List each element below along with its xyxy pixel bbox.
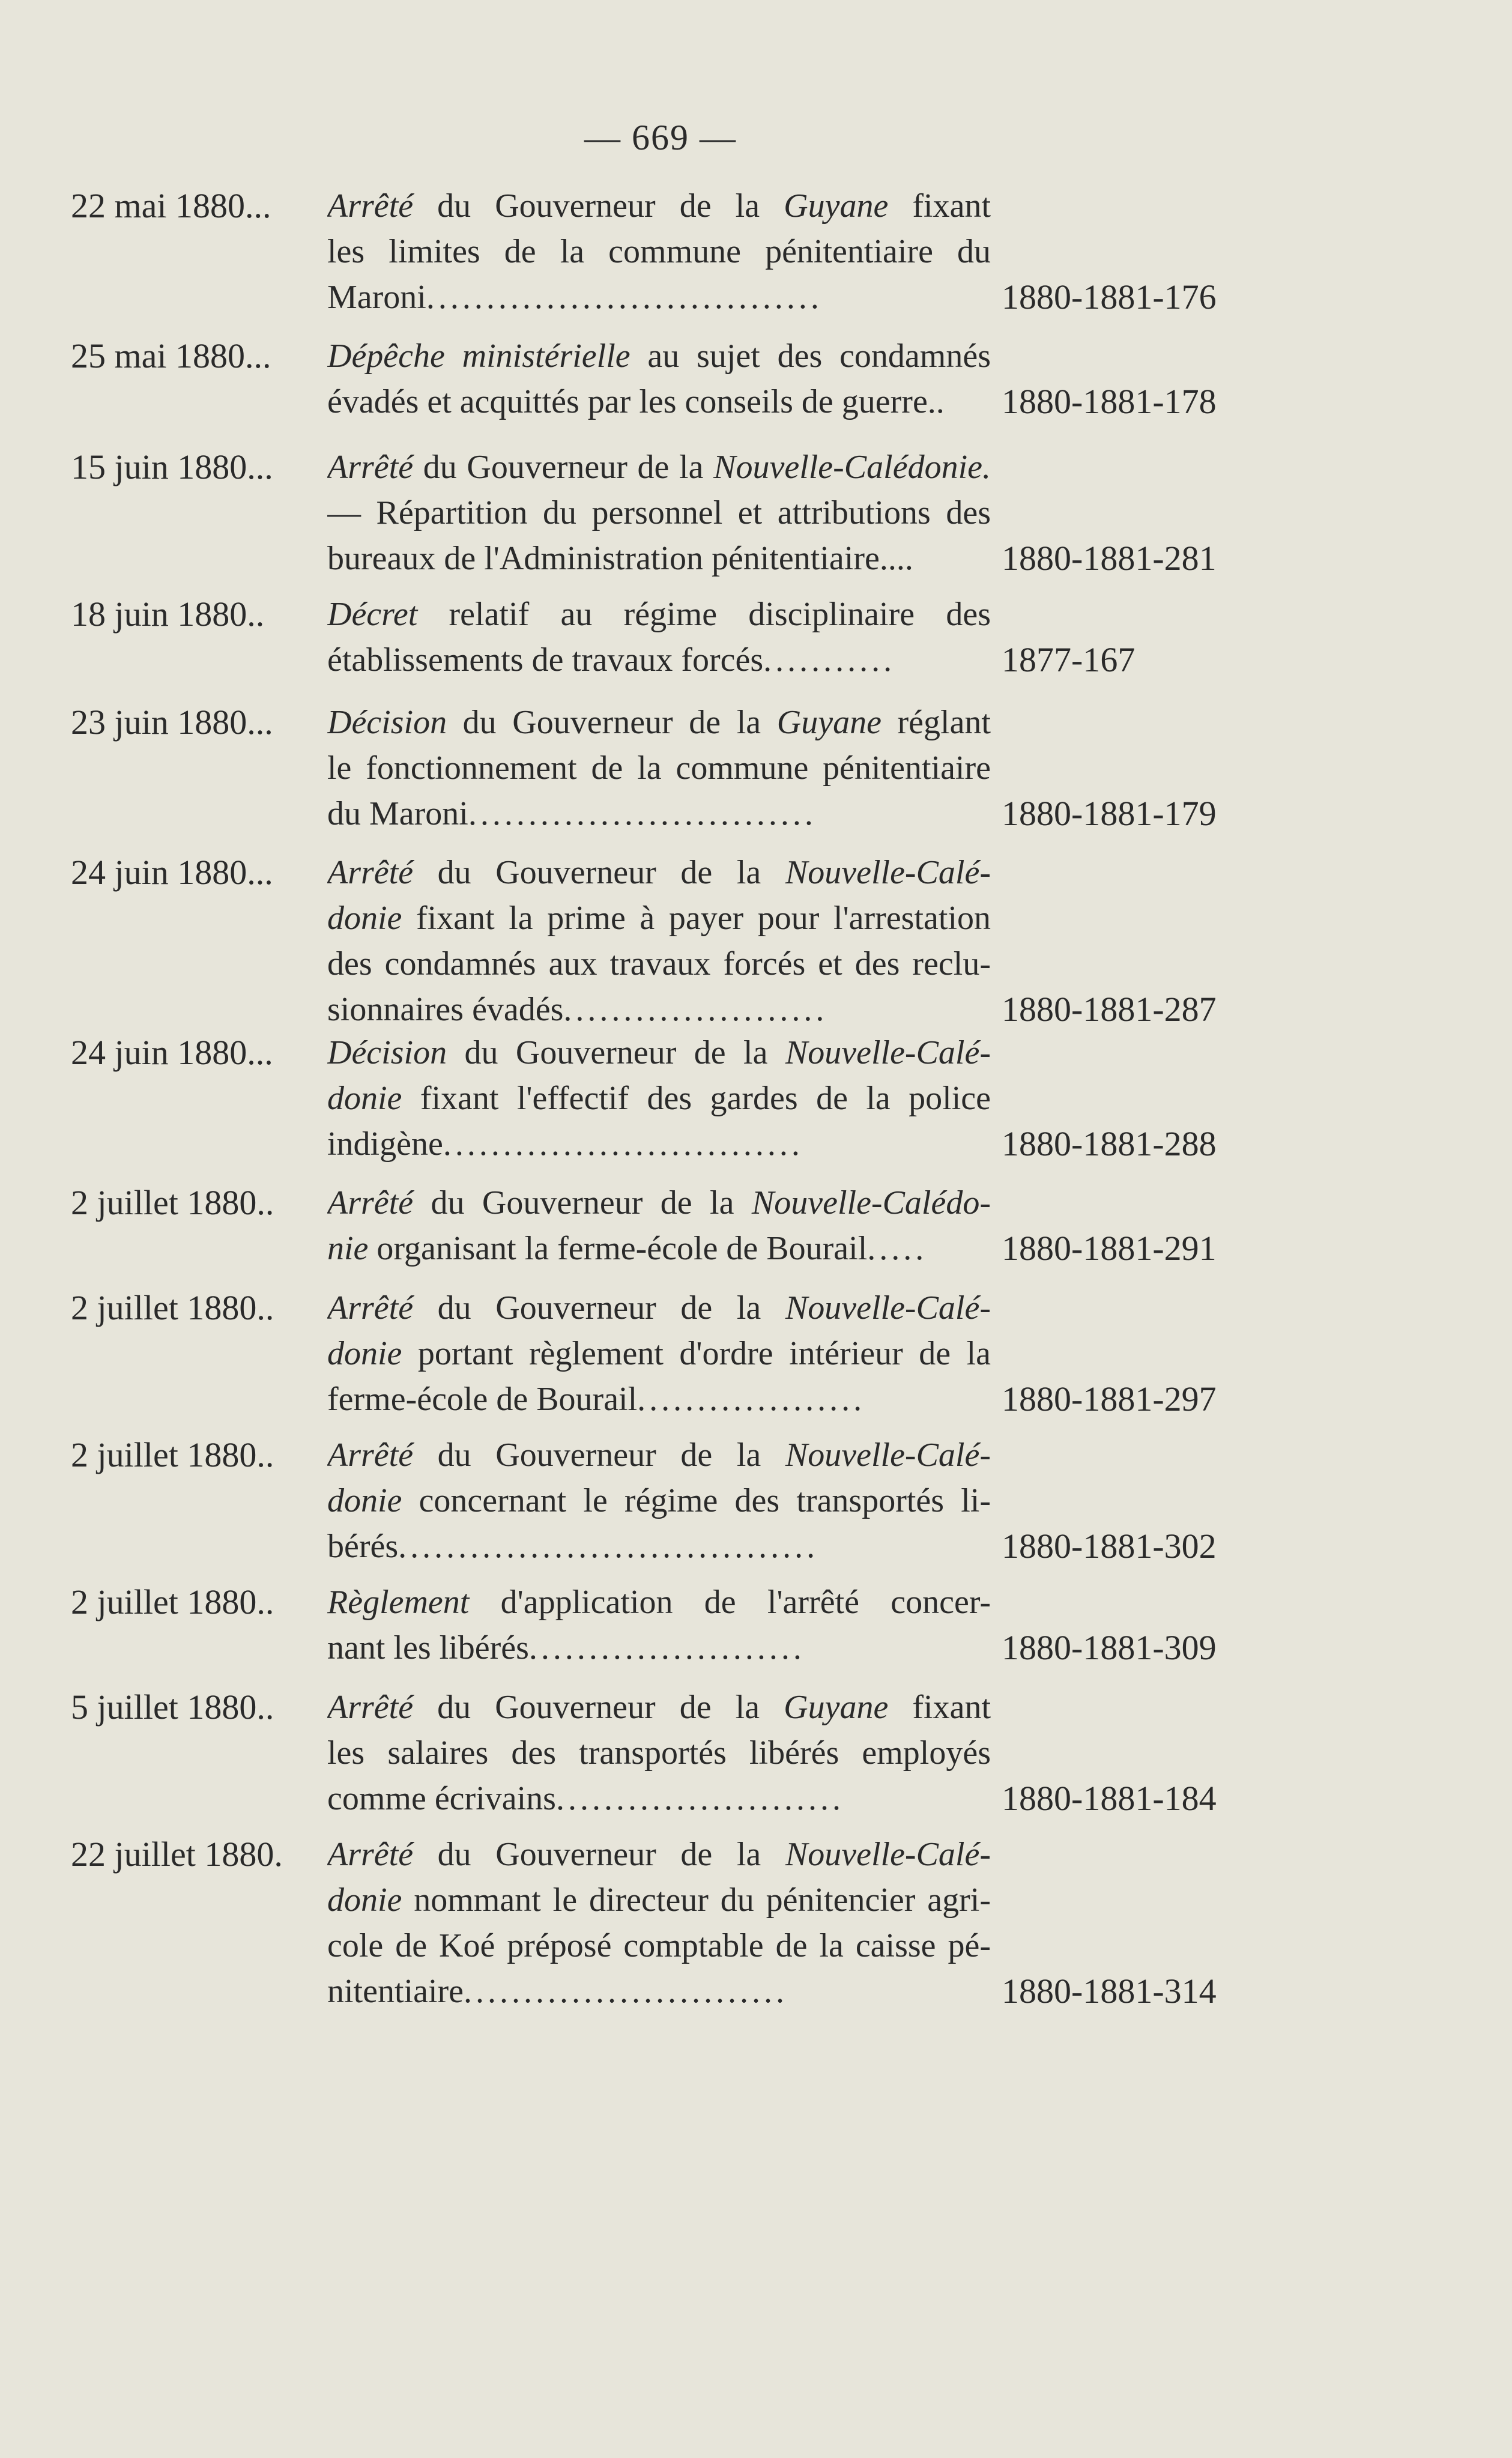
text-segment: Maroni — [327, 279, 426, 316]
italic-text: donie — [327, 1080, 402, 1117]
italic-text: Nouvelle-Calédo- — [751, 1184, 991, 1221]
italic-text: Nouvelle-Calé- — [785, 1436, 991, 1474]
description-line — [327, 444, 991, 490]
description-line — [327, 1776, 991, 1821]
text-segment: d'application de l'arrêté concer- — [469, 1584, 991, 1621]
text-segment: nommant le directeur du pénitencier agri- — [402, 1881, 991, 1919]
entry-date: 24 juin 1880... — [71, 1033, 273, 1072]
description-line — [327, 183, 991, 229]
description-line — [327, 1877, 991, 1923]
description-line — [327, 1685, 991, 1730]
entry-date: 25 mai 1880... — [71, 336, 271, 375]
italic-text: Arrêté — [327, 1836, 414, 1873]
description-line — [327, 536, 991, 581]
text-segment: portant règlement d'ordre intérieur de la — [402, 1335, 991, 1372]
text-segment: les limites de la commune pénitentiaire du — [327, 233, 991, 270]
italic-text: Guyane — [784, 187, 889, 225]
text-segment: bérés — [327, 1528, 399, 1565]
description-line — [327, 1579, 991, 1625]
page-number: — 669 — — [584, 118, 737, 157]
description-line — [327, 490, 991, 536]
description-line — [327, 1832, 991, 1877]
entry-reference: 1880-1881-302 — [1002, 1527, 1217, 1566]
italic-text: Nouvelle-Calé- — [785, 1289, 991, 1327]
text-segment: réglant — [881, 704, 991, 741]
entry-reference: 1880-1881-178 — [1002, 382, 1217, 421]
entry-date: 2 juillet 1880.. — [71, 1288, 274, 1327]
leader-dots: ....................... — [528, 1629, 805, 1666]
leader-dots: ........................... — [464, 1973, 788, 2010]
entry-description — [327, 1432, 991, 1569]
description-line — [327, 637, 991, 683]
entry-reference: 1880-1881-297 — [1002, 1379, 1217, 1418]
text-segment: bureaux de l'Administration pénitentiaire.... — [327, 540, 913, 577]
entry-description — [327, 183, 991, 320]
italic-text: Décret — [327, 596, 418, 633]
entry-description — [327, 1030, 991, 1167]
entry-reference: 1880-1881-288 — [1002, 1124, 1217, 1163]
entry-description — [327, 444, 991, 581]
text-segment: du Gouverneur de la — [413, 1689, 784, 1726]
text-segment: concernant le régime des transportés li- — [402, 1482, 991, 1519]
text-segment: du Gouverneur de la — [413, 1184, 752, 1221]
entry-date: 2 juillet 1880.. — [71, 1582, 274, 1621]
italic-text: donie — [327, 1335, 402, 1372]
leader-dots: ................................. — [426, 279, 823, 316]
text-segment: cole de Koé préposé comptable de la caisse pé- — [327, 1927, 991, 1964]
description-line — [327, 379, 991, 425]
leader-dots: ................................... — [398, 1528, 819, 1565]
description-line — [327, 987, 991, 1032]
entry-reference: 1877-167 — [1002, 640, 1136, 679]
italic-text: Guyane — [776, 704, 881, 741]
text-segment: nant les libérés — [327, 1629, 529, 1666]
entry-description — [327, 1685, 991, 1821]
text-segment: indigène — [327, 1125, 443, 1163]
entry-date: 5 juillet 1880.. — [71, 1688, 274, 1727]
italic-text: Nouvelle-Calédonie. — [713, 449, 991, 486]
text-segment: établissements de travaux forcés — [327, 641, 764, 679]
entry-reference: 1880-1881-179 — [1002, 794, 1217, 833]
entry-date: 23 juin 1880... — [71, 703, 273, 742]
text-segment: nitentiaire — [327, 1973, 464, 2010]
description-line — [327, 745, 991, 791]
text-segment: des condamnés aux travaux forcés et des reclu- — [327, 945, 991, 982]
text-segment: du Gouverneur de la — [413, 187, 784, 225]
leader-dots: ........................ — [555, 1780, 844, 1817]
description-line — [327, 1030, 991, 1076]
description-line — [327, 1331, 991, 1376]
leader-dots: ............................. — [468, 795, 817, 832]
entry-reference: 1880-1881-314 — [1002, 1972, 1217, 2011]
italic-text: donie — [327, 1482, 402, 1519]
description-line — [327, 1076, 991, 1121]
entry-description — [327, 850, 991, 1032]
leader-dots: ...................... — [563, 991, 828, 1028]
italic-text: Arrêté — [327, 449, 414, 486]
italic-text: Règlement — [327, 1584, 470, 1621]
italic-text: Décision — [327, 704, 447, 741]
text-segment: fixant l'effectif des gardes de la police — [402, 1080, 991, 1117]
text-segment: au sujet des condamnés — [630, 338, 991, 375]
entry-description — [327, 1285, 991, 1422]
text-segment: évadés et acquittés par les conseils de guerre.. — [327, 383, 945, 420]
text-segment: ferme-école de Bourail — [327, 1381, 638, 1418]
text-segment: du Gouverneur de la — [413, 1436, 785, 1474]
leader-dots: .............................. — [443, 1125, 803, 1163]
leader-dots: ..... — [867, 1230, 928, 1267]
description-line — [327, 1969, 991, 2014]
entry-date: 18 juin 1880.. — [71, 595, 265, 634]
italic-text: nie — [327, 1230, 369, 1267]
text-segment: — Répartition du personnel et attributions des — [327, 494, 991, 531]
description-line — [327, 1226, 991, 1271]
description-line — [327, 1730, 991, 1776]
text-segment: les salaires des transportés libérés employés — [327, 1734, 991, 1772]
entry-date: 2 juillet 1880.. — [71, 1435, 274, 1474]
italic-text: Dépêche ministérielle — [327, 338, 631, 375]
text-segment: le fonctionnement de la commune pénitentiaire — [327, 749, 991, 787]
description-line — [327, 941, 991, 987]
entry-description — [327, 333, 991, 425]
italic-text: Guyane — [784, 1689, 889, 1726]
description-line — [327, 229, 991, 274]
italic-text: Nouvelle-Calé- — [785, 1836, 991, 1873]
entry-date: 22 mai 1880... — [71, 186, 271, 225]
italic-text: donie — [327, 900, 402, 937]
entry-date: 22 juillet 1880. — [71, 1835, 283, 1874]
entry-reference: 1880-1881-184 — [1002, 1779, 1217, 1818]
text-segment: du Gouverneur de la — [447, 1034, 785, 1071]
description-line — [327, 1121, 991, 1167]
description-line — [327, 333, 991, 379]
italic-text: Arrêté — [327, 1689, 414, 1726]
entry-reference: 1880-1881-176 — [1002, 277, 1217, 316]
description-line — [327, 1478, 991, 1524]
entry-reference: 1880-1881-309 — [1002, 1628, 1217, 1667]
text-segment: comme écrivains — [327, 1780, 556, 1817]
leader-dots: ................... — [637, 1381, 866, 1418]
leader-dots: ........... — [763, 641, 896, 679]
text-segment: du Maroni — [327, 795, 468, 832]
entry-date: 24 juin 1880... — [71, 853, 273, 892]
italic-text: Décision — [327, 1034, 447, 1071]
text-segment: du Gouverneur de la — [447, 704, 777, 741]
text-segment: fixant — [888, 187, 991, 225]
description-line — [327, 1524, 991, 1569]
text-segment: fixant la prime à payer pour l'arrestation — [402, 900, 991, 937]
description-line — [327, 1625, 991, 1671]
description-line — [327, 592, 991, 637]
entry-description — [327, 1180, 991, 1271]
entry-reference: 1880-1881-291 — [1002, 1229, 1217, 1268]
italic-text: Arrêté — [327, 1184, 414, 1221]
entry-description — [327, 1579, 991, 1671]
entry-reference: 1880-1881-287 — [1002, 990, 1217, 1029]
entry-description — [327, 1832, 991, 2014]
description-line — [327, 791, 991, 837]
text-segment: fixant — [888, 1689, 991, 1726]
description-line — [327, 700, 991, 745]
text-segment: du Gouverneur de la — [413, 854, 785, 891]
description-line — [327, 1923, 991, 1969]
italic-text: Arrêté — [327, 187, 414, 225]
italic-text: Nouvelle-Calé- — [785, 1034, 991, 1071]
description-line — [327, 1432, 991, 1478]
entry-reference: 1880-1881-281 — [1002, 539, 1217, 578]
description-line — [327, 850, 991, 895]
text-segment: du Gouverneur de la — [413, 1836, 785, 1873]
italic-text: donie — [327, 1881, 402, 1919]
entry-date: 2 juillet 1880.. — [71, 1183, 274, 1222]
entry-description — [327, 700, 991, 837]
description-line — [327, 1285, 991, 1331]
italic-text: Arrêté — [327, 1436, 414, 1474]
description-line — [327, 1180, 991, 1226]
description-line — [327, 274, 991, 320]
italic-text: Arrêté — [327, 1289, 414, 1327]
italic-text: Arrêté — [327, 854, 414, 891]
text-segment: du Gouverneur de la — [413, 1289, 785, 1327]
entry-date: 15 juin 1880... — [71, 447, 273, 486]
text-segment: sionnaires évadés — [327, 991, 564, 1028]
italic-text: Nouvelle-Calé- — [785, 854, 991, 891]
text-segment: organisant la ferme-école de Bourail — [368, 1230, 868, 1267]
entry-description — [327, 592, 991, 683]
text-segment: relatif au régime disciplinaire des — [417, 596, 991, 633]
description-line — [327, 895, 991, 941]
text-segment: du Gouverneur de la — [413, 449, 714, 486]
description-line — [327, 1376, 991, 1422]
